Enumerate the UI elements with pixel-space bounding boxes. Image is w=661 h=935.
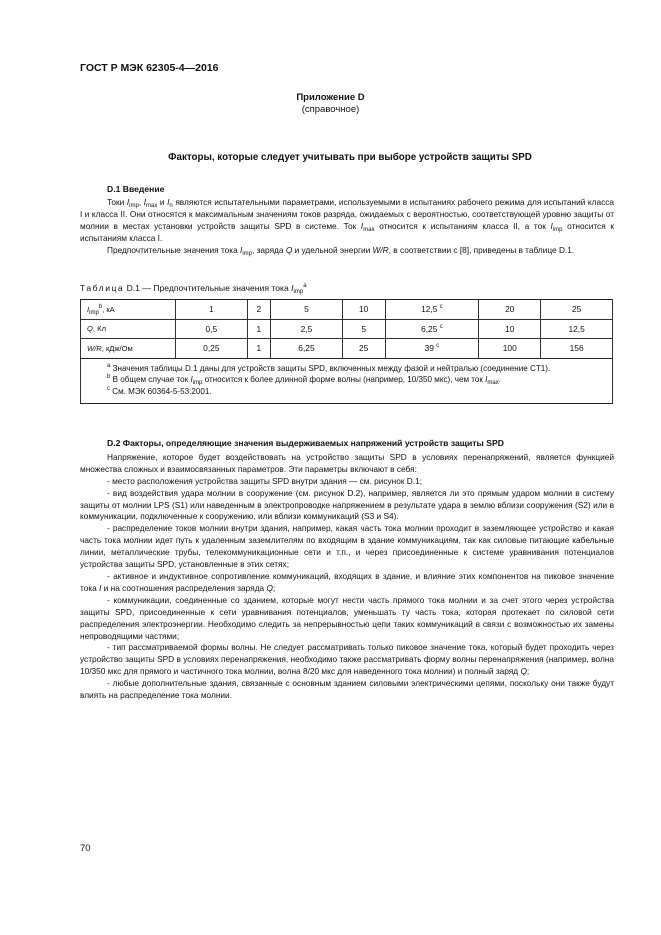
table-cell [247, 319, 270, 339]
text-run: - активное и индуктивное сопротивление коммуникаций, входящих в здание, и влияние этих компонентов на пиковое значение тока [80, 570, 614, 593]
unit: , кДж/Ом [101, 343, 133, 353]
text-run: Токи [107, 197, 127, 207]
section-d2 [80, 438, 614, 702]
cell-value: 10 [358, 304, 369, 315]
symbol: Q [520, 666, 527, 677]
table-cell [247, 300, 270, 320]
d2-list-item [80, 642, 614, 678]
cell-value: 20 [505, 304, 515, 315]
table-cell [342, 339, 385, 359]
d1-paragraph-1 [80, 197, 614, 245]
symbol: I [87, 304, 90, 314]
row-label [81, 339, 176, 359]
table-cell [479, 319, 541, 339]
unit: , Кл [92, 324, 106, 334]
cell-value: 25 [358, 343, 369, 354]
symbol: I [291, 283, 294, 293]
table-cell [247, 339, 270, 359]
table-cell [176, 300, 248, 320]
cell-value: 0,25 [203, 343, 220, 354]
row-label [81, 319, 176, 339]
section-d1-body [80, 197, 614, 257]
text-run: Предпочтительные значения тока [107, 244, 241, 255]
cell-value: 6,25 [421, 323, 440, 334]
table-cell [541, 339, 613, 359]
cell-value: 5 [304, 304, 309, 315]
table-cell [385, 300, 479, 320]
subscript: imp [552, 226, 563, 233]
cell-value: 0,5 [205, 323, 218, 334]
d2-list-item [80, 571, 614, 595]
table-notes-row [81, 358, 613, 404]
text-run: и на соотношения распределения заряда [101, 582, 267, 593]
d2-paragraph: Напряжение, которое будет воздействовать на устройство защиты SPD в условиях перенапряжений, является функцией множества сложных и взаимосвязанных параметров. Эти параметры включают в себя: [80, 451, 614, 474]
cell-value: 2,5 [300, 323, 313, 334]
table-cell [385, 319, 479, 339]
table-cell [271, 319, 343, 339]
note-a [89, 363, 606, 375]
d1-paragraph-2 [80, 245, 614, 257]
table-cell [342, 300, 385, 320]
section-d2-heading: D.2 Факторы, определяющие значения выдерживаемых напряжений устройств защиты SPD [107, 438, 504, 448]
cell-value: 12,5 [421, 304, 440, 315]
text-run: относится к испытаниям класса II, а ток [374, 220, 551, 231]
symbol: Q [87, 324, 93, 334]
symbol: W/R [372, 244, 389, 255]
footnote-mark: c [439, 304, 443, 311]
note-b [89, 374, 606, 386]
note-c [89, 386, 606, 398]
footnote-mark: c [107, 385, 110, 392]
table-cell [176, 319, 248, 339]
symbol: I [99, 582, 102, 593]
symbol: Q [266, 582, 273, 593]
d2-list-item: - вид воздействия удара молнии в сооружение (см. рисунок D.2), например, является ли это прямым ударом молнии в систему защиты от молнии LPS (S1) или наведенным в электропроводке напряжением в результате удара в землю вблизи сооружения (S2) или в коммуникации, подключенные к сооружению, или вблизи коммуникаций (S3 и S4). [80, 487, 614, 522]
symbol: I [485, 375, 488, 385]
symbol: W/R [87, 343, 102, 353]
note-text: Значения таблицы D.1 даны для устройств защиты SPD, включенных между фазой и нейтралью (соединение CT1). [110, 363, 551, 373]
subscript: imp [129, 203, 139, 209]
footnote-mark: c [436, 343, 440, 350]
text-run: относится к испытаниям класса I. [80, 220, 614, 243]
cell-value: 156 [569, 343, 584, 354]
d2-list-item: - любые дополнительные здания, связанные с основным зданием силовыми электрическими цепями, поскольку они также будут влиять на распределение тока молнии. [80, 678, 614, 701]
subscript: imp [192, 380, 203, 387]
text-run: , [138, 197, 144, 207]
subscript: max [363, 226, 375, 233]
symbol: I [240, 244, 243, 255]
footnote-mark: a [303, 283, 307, 289]
symbol: I [126, 197, 130, 207]
d2-list-item: - распределение токов молнии внутри здания, например, какая часть тока молнии проходит в заземляющее устройство и какая часть тока молнии идет путь к удаленным заземлителям по входящим в здание коммуникациям, так как силовые питающие кабельные линии, металлические трубы, телекоммуникационные сети и т.п., и через присоединенные к системе уравнивания потенциалов устройства защиты SPD, установленные в этих сетях; [80, 523, 614, 570]
footnote-mark: b [107, 374, 111, 381]
cell-value: 12,5 [568, 323, 585, 334]
table-notes [81, 358, 613, 404]
text-run: , заряда [252, 244, 286, 255]
footnote-mark: c [439, 323, 443, 330]
subscript: max [146, 203, 158, 209]
subscript: imp [89, 309, 99, 316]
cell-value: 1 [256, 343, 262, 354]
table-cell [541, 319, 613, 339]
caption-label: Таблица [80, 283, 125, 293]
note-text: См. МЭК 60364-5-53:2001. [110, 386, 212, 396]
subscript: max [487, 380, 499, 387]
cell-value: 1 [256, 323, 262, 334]
subscript: imp [293, 289, 304, 295]
symbol: I [143, 197, 147, 207]
table-cell [541, 300, 613, 320]
note-text: относится к более длинной форме волны (например, 10/350 мкс), чем ток [202, 375, 486, 385]
subscript: n [169, 203, 173, 209]
annex-title: Приложение D [296, 92, 365, 103]
footnote-mark: b [98, 303, 103, 310]
unit: , кА [102, 304, 115, 314]
text-run: и удельной энергии [292, 244, 373, 255]
table-cell [271, 300, 343, 320]
symbol: Q [285, 244, 293, 255]
symbol: I [167, 197, 170, 207]
text-run: являются испытательными параметрами, используемыми в испытаниях рабочего режима для испытаний класса I и класса II. Они относятся к максимальным значениям токов разряда, ожидаемых с вероятностью, соответствующей уровню защиты от молнии в местах установки устройств защиты SPD в системе. Ток [80, 197, 614, 231]
table-cell [271, 339, 343, 359]
main-title: Факторы, которые следует учитывать при выборе устройств защиты SPD [168, 152, 532, 163]
page-number: 70 [80, 843, 91, 854]
cell-value: 25 [571, 304, 582, 315]
d2-list-item: - коммуникации, соединенные со зданием, которые могут нести часть прямого тока молнии и за счет этого через устройства защиты SPD, присоединенные к сети уравнивания потенциалов, уменьшать ту часть тока, которая протекает по силовой сети распределения электроэнергии. Необходимо следить за непрерывностью цепи таких коммуникаций в связи с возможностью их замены непроводящими частями; [80, 594, 614, 641]
table-cell [385, 339, 479, 359]
symbol: I [190, 375, 193, 385]
standard-header: ГОСТ Р МЭК 62305-4—2016 [80, 62, 219, 74]
table-row [81, 300, 613, 320]
cell-value: 39 [424, 343, 437, 354]
table-cell [342, 319, 385, 339]
footnote-mark: a [107, 362, 111, 369]
text-run: ; [272, 582, 276, 593]
annex-subtitle: (справочное) [301, 104, 360, 115]
cell-value: 1 [208, 304, 214, 315]
table-cell [479, 300, 541, 320]
cell-value: 2 [256, 304, 262, 315]
table-body [81, 300, 613, 404]
cell-value: 100 [502, 343, 517, 354]
cell-value: 10 [505, 323, 515, 334]
subscript: imp [242, 250, 253, 257]
text-run: - тип рассматриваемой формы волны. Не следует рассматривать только пиковое значение тока, который будет проходить через устройство защиты SPD в условиях перенапряжения, необходимо также рассматривать форму волны перенапряжения (например, волна 10/350 мкс для прямого и частичного тока молнии, волна 8/20 мкс для наведенного тока молнии) и полный заряд [80, 642, 614, 677]
text-run: ; [526, 666, 530, 677]
table-cell [176, 339, 248, 359]
symbol: I [360, 220, 364, 231]
caption-text: D.1 — Предпочтительные значения тока [124, 283, 292, 293]
text-run: и [157, 197, 168, 207]
table-caption [80, 283, 307, 293]
section-d1-heading: D.1 Введение [107, 184, 165, 194]
symbol: I [550, 220, 553, 231]
table-cell [479, 339, 541, 359]
note-text: . [498, 375, 502, 385]
data-table [80, 299, 613, 404]
cell-value: 6,25 [298, 343, 315, 354]
table-row [81, 319, 613, 339]
row-label [81, 300, 176, 320]
cell-value: 5 [361, 323, 366, 334]
note-text: В общем случае ток [110, 375, 191, 385]
d2-list-item: - место расположения устройства защиты SPD внутри здания — см. рисунок D.1; [107, 475, 423, 486]
table-row [81, 339, 613, 359]
text-run: , в соответствии с [8], приведены в таблице D.1. [388, 244, 575, 255]
